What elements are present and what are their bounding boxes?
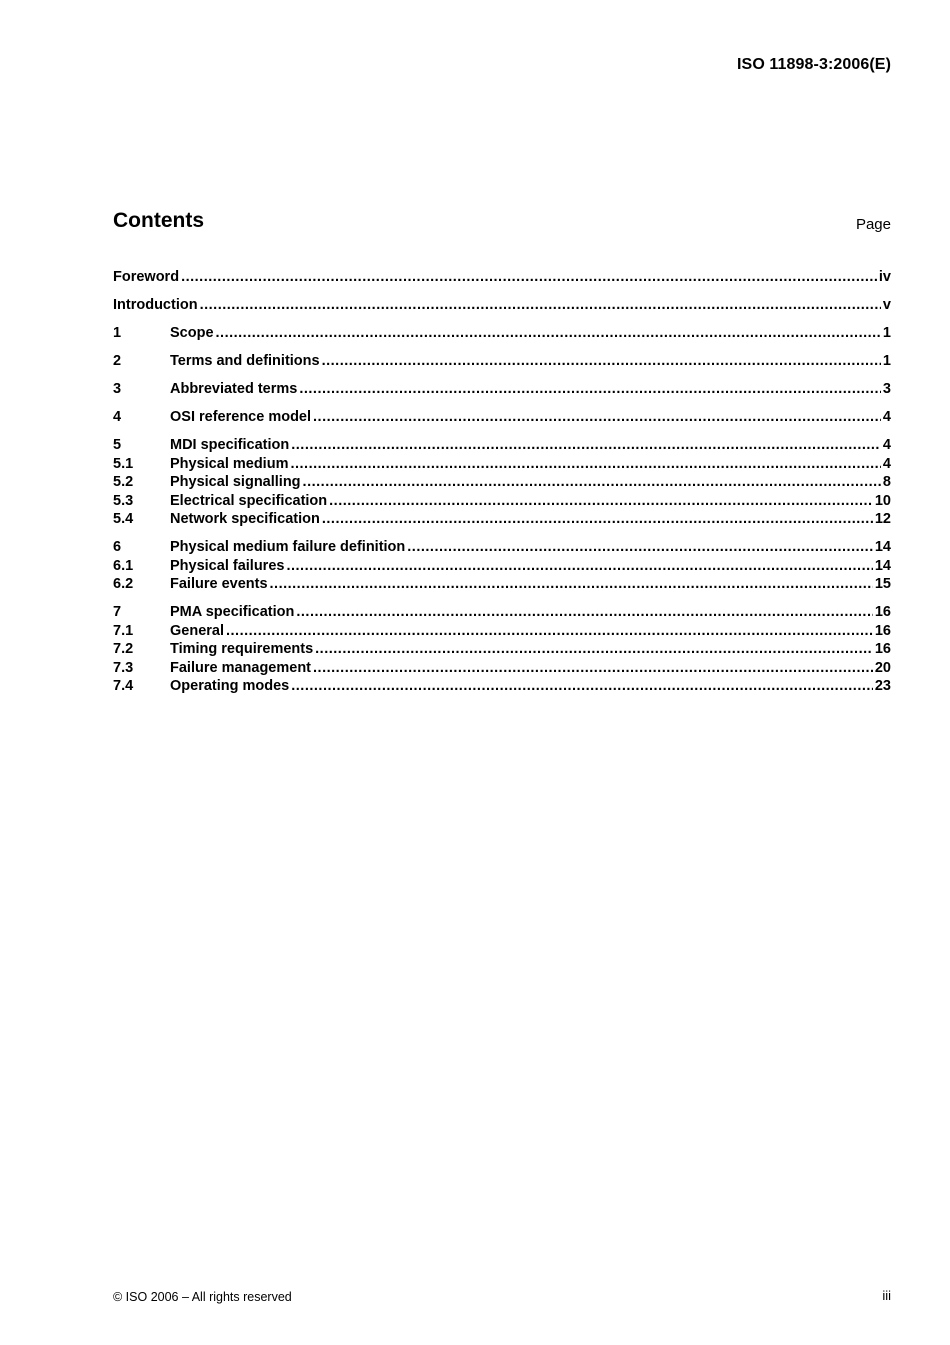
toc-entry-number: 7.4 <box>113 678 134 694</box>
toc-entry-title: Foreword <box>113 269 180 285</box>
toc-entry[interactable] <box>113 296 891 315</box>
toc-entry-title: Abbreviated terms <box>170 381 298 397</box>
page-column-label: Page <box>855 216 891 233</box>
toc-entry-page: 10 <box>874 492 891 509</box>
toc-entry-page: 23 <box>874 678 891 694</box>
toc-entry-number: 5 <box>113 437 122 453</box>
toc-entry[interactable] <box>113 677 891 696</box>
toc-entry[interactable] <box>113 575 891 594</box>
page-number: iii <box>882 1288 891 1303</box>
toc-entry-title: Introduction <box>113 297 198 313</box>
toc-entry-page: v <box>882 297 891 313</box>
toc-entry-title: MDI specification <box>170 437 290 453</box>
toc-entry[interactable] <box>113 324 891 343</box>
toc-dot-leader <box>313 408 881 427</box>
toc-dot-leader <box>286 557 872 576</box>
toc-dot-leader <box>313 659 873 678</box>
toc-entry-number: 6.1 <box>113 557 134 574</box>
toc-entry-title: Operating modes <box>170 678 290 694</box>
toc-dot-leader <box>299 380 881 399</box>
toc-entry-number: 7.1 <box>113 622 134 639</box>
toc-entry[interactable] <box>113 473 891 492</box>
toc-dot-leader <box>200 296 881 315</box>
toc-entry-page: 14 <box>874 557 891 574</box>
document-code: ISO 11898-3:2006(E) <box>737 56 891 73</box>
toc-entry-page: 4 <box>882 409 891 425</box>
toc-dot-leader <box>322 352 881 371</box>
toc-entry[interactable] <box>113 492 891 511</box>
toc-dot-leader <box>226 622 873 641</box>
toc-entry-title: PMA specification <box>170 604 295 620</box>
toc-entry-title: Electrical specification <box>170 492 328 509</box>
contents-heading: Contents <box>113 209 204 232</box>
toc-entry-title: Failure management <box>170 659 312 676</box>
toc-entry[interactable] <box>113 436 891 455</box>
toc-entry-page: 16 <box>874 604 891 620</box>
toc-entry-page: 3 <box>882 381 891 397</box>
toc-dot-leader <box>291 436 881 455</box>
toc-entry[interactable] <box>113 603 891 622</box>
toc-entry-page: iv <box>878 269 891 285</box>
toc-entry-page: 1 <box>882 325 891 341</box>
toc-dot-leader <box>322 510 873 529</box>
toc-entry-page: 16 <box>874 641 891 657</box>
toc-dot-leader <box>303 473 881 492</box>
toc-entry[interactable] <box>113 352 891 371</box>
toc-entry-title: Physical failures <box>170 557 285 574</box>
toc-entry-page: 4 <box>882 437 891 453</box>
toc-dot-leader <box>329 492 873 511</box>
toc-entry-number: 7 <box>113 604 122 620</box>
toc-entry-page: 4 <box>882 455 891 472</box>
toc-dot-leader <box>270 575 873 594</box>
toc-entry-title: Physical signalling <box>170 474 301 490</box>
toc-entry[interactable] <box>113 510 891 529</box>
toc-entry-page: 8 <box>882 474 891 490</box>
toc-dot-leader <box>291 677 873 696</box>
toc-entry-page: 1 <box>882 353 891 369</box>
toc-entry-page: 15 <box>874 576 891 592</box>
toc-entry-page: 20 <box>874 659 891 676</box>
toc-entry[interactable] <box>113 622 891 641</box>
toc-dot-leader <box>216 324 881 343</box>
toc-entry-title: Physical medium <box>170 455 289 472</box>
toc-entry-page: 16 <box>874 622 891 639</box>
toc-entry[interactable] <box>113 538 891 557</box>
toc-entry-title: OSI reference model <box>170 409 312 425</box>
toc-entry-title: General <box>170 622 224 639</box>
toc-entry-title: Failure events <box>170 576 268 592</box>
toc-dot-leader <box>407 538 873 557</box>
toc-entry-number: 5.2 <box>113 474 134 490</box>
toc-entry-page: 12 <box>874 511 891 527</box>
toc-entry-title: Scope <box>170 325 214 341</box>
toc-entry-title: Terms and definitions <box>170 353 320 369</box>
toc-dot-leader <box>296 603 873 622</box>
toc-entry-number: 1 <box>113 325 122 341</box>
toc-entry-title: Network specification <box>170 511 320 527</box>
toc-entry-number: 5.1 <box>113 455 134 472</box>
toc-entry-page: 14 <box>874 539 891 555</box>
toc-entry-number: 7.3 <box>113 659 134 676</box>
toc-entry[interactable] <box>113 268 891 287</box>
toc-entry-number: 6 <box>113 539 122 555</box>
toc-entry[interactable] <box>113 557 891 576</box>
toc-entry-number: 6.2 <box>113 576 134 592</box>
toc-dot-leader <box>181 268 877 287</box>
toc-dot-leader <box>290 455 880 474</box>
toc-entry[interactable] <box>113 380 891 399</box>
toc-entry-number: 5.4 <box>113 511 134 527</box>
toc-entry-number: 2 <box>113 353 122 369</box>
toc-entry-number: 5.3 <box>113 492 134 509</box>
toc-entry[interactable] <box>113 455 891 474</box>
toc-entry[interactable] <box>113 640 891 659</box>
table-of-contents <box>113 268 891 696</box>
toc-entry-title: Timing requirements <box>170 641 314 657</box>
toc-entry[interactable] <box>113 408 891 427</box>
toc-entry[interactable] <box>113 659 891 678</box>
toc-dot-leader <box>315 640 873 659</box>
toc-entry-number: 7.2 <box>113 641 134 657</box>
toc-entry-number: 4 <box>113 409 122 425</box>
copyright-notice: © ISO 2006 – All rights reserved <box>113 1290 292 1304</box>
toc-entry-number: 3 <box>113 381 122 397</box>
toc-entry-title: Physical medium failure definition <box>170 539 406 555</box>
